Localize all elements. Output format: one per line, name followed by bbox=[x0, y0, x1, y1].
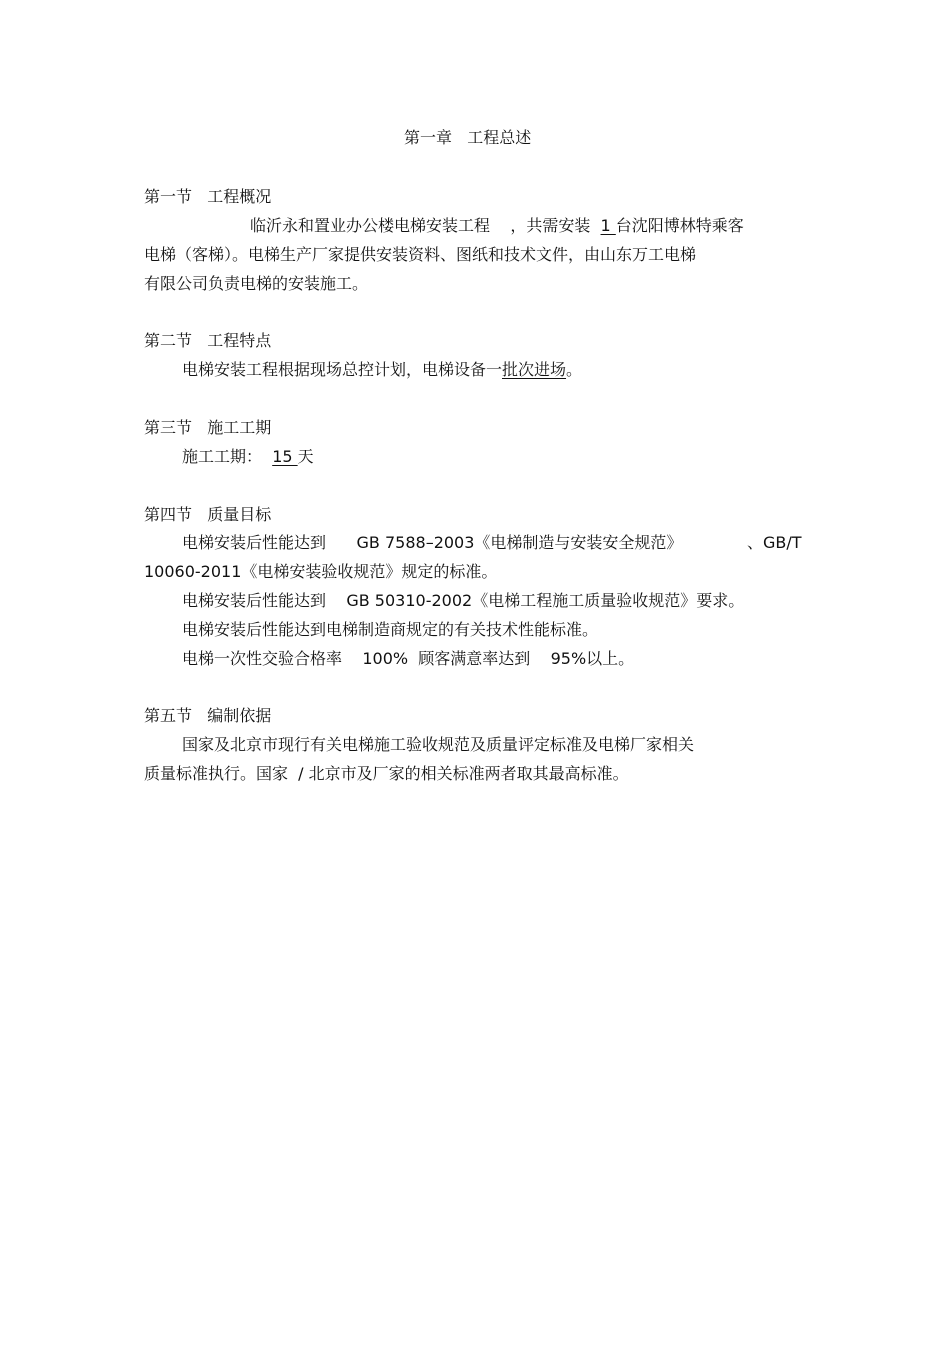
section-4-line-1a: 电梯安装后性能达到 GB 7588–2003《电梯制造与安装安全规范》 bbox=[182, 533, 683, 552]
section-1-text: 临沂永和置业办公楼电梯安装工程 ，共需安装 bbox=[250, 216, 601, 235]
section-2-text: 电梯安装工程根据现场总控计划，电梯设备一 bbox=[182, 360, 503, 379]
section-4-line-1b: 、GB/T bbox=[747, 533, 802, 552]
section-3-heading: 第三节 施工工期 bbox=[144, 418, 272, 437]
section-4-line-4: 电梯安装后性能达到电梯制造商规定的有关技术性能标准。 bbox=[182, 620, 599, 639]
section-5-heading: 第五节 编制依据 bbox=[144, 706, 272, 725]
section-4-line-5: 电梯一次性交验合格率 100% 顾客满意率达到 95%以上。 bbox=[182, 649, 635, 668]
section-5-line-1: 国家及北京市现行有关电梯施工验收规范及质量评定标准及电梯厂家相关 bbox=[182, 735, 695, 754]
section-4-line-2: 10060-2011《电梯安装验收规范》规定的标准。 bbox=[144, 562, 498, 581]
construction-days: 15 bbox=[272, 447, 298, 466]
section-2-text: 。 bbox=[566, 360, 583, 379]
section-1-line-2: 电梯（客梯）。电梯生产厂家提供安装资料、图纸和技术文件，由山东万工电梯 bbox=[144, 245, 697, 264]
elevator-count: 1 bbox=[600, 216, 616, 235]
section-1-text: 台沈阳博林特乘客 bbox=[615, 216, 744, 235]
section-3-text: 施工工期： bbox=[182, 447, 273, 466]
section-3-text: 天 bbox=[297, 447, 314, 466]
section-1-heading: 第一节 工程概况 bbox=[144, 187, 272, 206]
section-2-heading: 第二节 工程特点 bbox=[144, 331, 272, 350]
section-3-line-1 bbox=[182, 447, 314, 467]
section-1-line-3: 有限公司负责电梯的安装施工。 bbox=[144, 274, 369, 293]
section-4-line-3: 电梯安装后性能达到 GB 50310-2002《电梯工程施工质量验收规范》要求。 bbox=[182, 591, 745, 610]
section-2-line-1 bbox=[182, 360, 582, 380]
section-4-heading: 第四节 质量目标 bbox=[144, 505, 272, 524]
delivery-batch: 批次进场 bbox=[502, 360, 567, 379]
chapter-title: 第一章 工程总述 bbox=[404, 128, 532, 147]
section-1-line-1 bbox=[250, 216, 744, 236]
section-5-line-2: 质量标准执行。国家 / 北京市及厂家的相关标准两者取其最高标准。 bbox=[144, 764, 629, 783]
